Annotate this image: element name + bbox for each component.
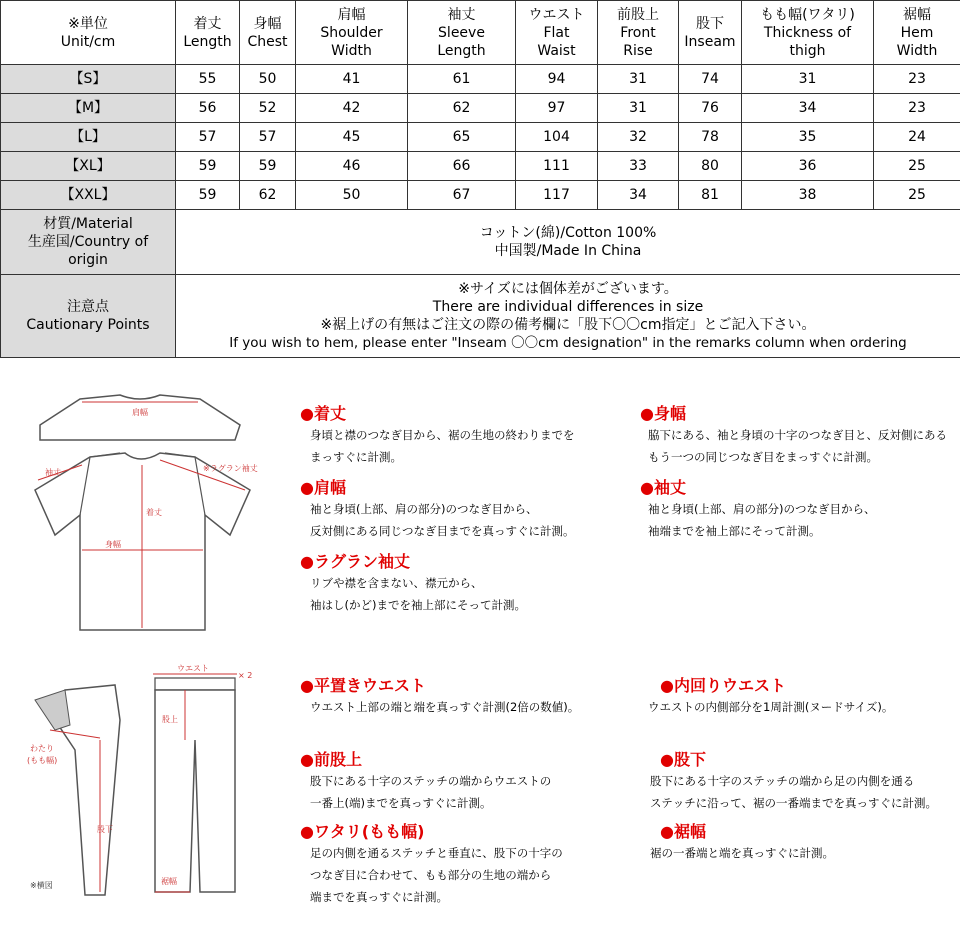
desc-inseam: ●股下 股下にある十字のステッチの端から足の内側を通る ステッチに沿って、裾の一番端までを真っすぐに計測。 [650,750,938,810]
material-value: コットン(綿)/Cotton 100% 中国製/Made In China [176,210,960,275]
cell: 46 [296,152,408,181]
svg-text:股下: 股下 [97,825,113,834]
desc-chest: ●身幅 脇下にある、袖と身頃の十字のつなぎ目と、反対側にある もう一つの同じつなぎ目をまっすぐに計測。 [640,404,947,464]
table-row [1,65,960,94]
cell: 41 [296,65,408,94]
size-label: 【XL】 [1,152,176,181]
cell: 94 [516,65,598,94]
material-row [1,210,960,275]
pants-diagram [25,660,270,910]
cell: 31 [598,65,679,94]
cell: 59 [240,152,296,181]
tshirt-diagram [20,385,280,635]
header-sleeve: 袖丈 Sleeve Length [408,1,516,65]
svg-text:ウエスト: ウエスト [177,664,209,673]
table-row [1,181,960,210]
cell: 45 [296,123,408,152]
cell: 50 [240,65,296,94]
header-chest: 身幅 Chest [240,1,296,65]
cell: 78 [679,123,742,152]
cell: 52 [240,94,296,123]
cell: 31 [742,65,874,94]
cell: 57 [240,123,296,152]
table-row [1,94,960,123]
cell: 42 [296,94,408,123]
caution-label: 注意点 Cautionary Points [1,275,176,358]
table-header-row [1,1,960,65]
header-front-rise: 前股上 Front Rise [598,1,679,65]
cell: 117 [516,181,598,210]
svg-text:裾幅: 裾幅 [161,877,177,886]
cell: 76 [679,94,742,123]
cell: 23 [874,65,960,94]
cell: 62 [240,181,296,210]
cell: 25 [874,152,960,181]
size-label: 【XXL】 [1,181,176,210]
desc-inner-waist: ●内回りウエスト ウエストの内側部分を1周計測(ヌードサイズ)。 [648,676,894,714]
svg-text:わたり: わたり [30,744,54,753]
size-label: 【L】 [1,123,176,152]
desc-shoulder: ●肩幅 袖と身頃(上部、肩の部分)のつなぎ目から、 反対側にある同じつなぎ目までを真っすぐに計測。 [300,478,575,538]
cell: 38 [742,181,874,210]
cell: 81 [679,181,742,210]
svg-text:※ラグラン袖丈: ※ラグラン袖丈 [203,464,258,473]
svg-text:着丈: 着丈 [146,508,162,517]
desc-sleeve: ●袖丈 袖と身頃(上部、肩の部分)のつなぎ目から、 袖端までを袖上部にそって計測。 [640,478,876,538]
size-label: 【S】 [1,65,176,94]
desc-front-rise: ●前股上 股下にある十字のステッチの端からウエストの 一番上(端)までを真っすぐに計測。 [300,750,552,810]
cell: 24 [874,123,960,152]
header-unit: ※単位 Unit/cm [1,1,176,65]
cell: 32 [598,123,679,152]
svg-text:※横図: ※横図 [30,881,53,890]
cell: 61 [408,65,516,94]
caution-row [1,275,960,358]
cell: 62 [408,94,516,123]
svg-text:肩幅: 肩幅 [132,408,148,417]
cell: 55 [176,65,240,94]
cell: 59 [176,181,240,210]
cell: 80 [679,152,742,181]
cell: 25 [874,181,960,210]
cell: 66 [408,152,516,181]
cell: 50 [296,181,408,210]
cell: 34 [598,181,679,210]
table-row [1,152,960,181]
header-waist: ウエスト Flat Waist [516,1,598,65]
cell: 111 [516,152,598,181]
cell: 36 [742,152,874,181]
header-inseam: 股下 Inseam [679,1,742,65]
table-row [1,123,960,152]
cell: 74 [679,65,742,94]
material-label: 材質/Material 生産国/Country of origin [1,210,176,275]
svg-text:袖丈: 袖丈 [45,468,61,477]
cell: 59 [176,152,240,181]
desc-hem: ●裾幅 裾の一番端と端を真っすぐに計測。 [650,822,834,860]
svg-text:(もも幅): (もも幅) [27,756,58,765]
cell: 34 [742,94,874,123]
header-shoulder: 肩幅 Shoulder Width [296,1,408,65]
cell: 23 [874,94,960,123]
header-length: 着丈 Length [176,1,240,65]
cell: 57 [176,123,240,152]
header-thigh: もも幅(ワタリ) Thickness of thigh [742,1,874,65]
desc-watari: ●ワタリ(もも幅) 足の内側を通るステッチと垂直に、股下の十字の つなぎ目に合わせて、もも部分の生地の端から 端までを真っすぐに計測。 [300,822,563,904]
svg-text:身幅: 身幅 [105,540,121,549]
cell: 31 [598,94,679,123]
svg-text:股上: 股上 [162,715,178,724]
size-table [0,0,960,358]
cell: 35 [742,123,874,152]
size-label: 【M】 [1,94,176,123]
caution-value: ※サイズには個体差がございます。 There are individual differences in size ※裾上げの有無はご注文の際の備考欄に「股下〇〇cm指定」とご記入下さい。 If you wish to hem, please enter "Inseam 〇〇cm designation" in the remarks column when ordering [176,275,960,358]
header-hem: 裾幅 Hem Width [874,1,960,65]
cell: 65 [408,123,516,152]
desc-flat-waist: ●平置きウエスト ウエスト上部の端と端を真っすぐ計測(2倍の数値)。 [300,676,580,714]
cell: 97 [516,94,598,123]
svg-text:× 2: × 2 [238,671,253,680]
cell: 56 [176,94,240,123]
cell: 104 [516,123,598,152]
desc-raglan: ●ラグラン袖丈 リブや襟を含まない、襟元から、 袖はし(かど)までを袖上部にそって計測。 [300,552,526,612]
cell: 67 [408,181,516,210]
cell: 33 [598,152,679,181]
desc-length: ●着丈 身頃と襟のつなぎ目から、裾の生地の終わりまでを まっすぐに計測。 [300,404,575,464]
